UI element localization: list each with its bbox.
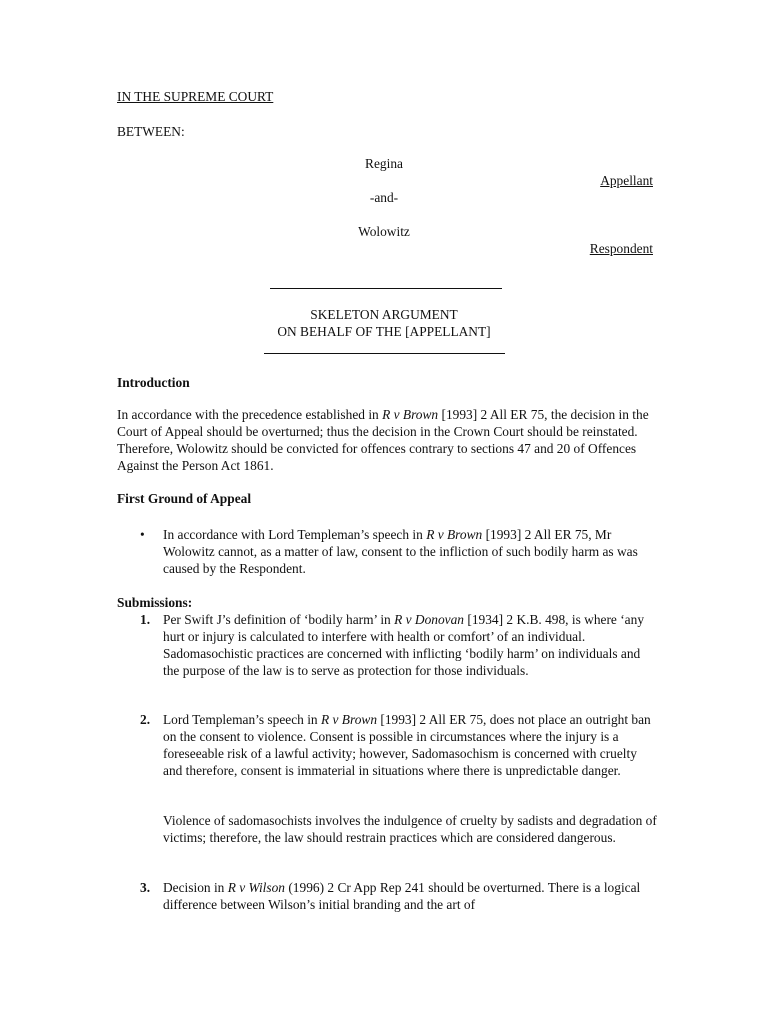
submission-1-text-b: [1934] 2 K.B. 498, is where ‘any hurt or injury is calculated to interfere with health or comfort’ of an individual. Sadomasochistic practices are concerned with inflicting ‘bodily harm’ on individuals and the purpose of the law is to serve as protection for those individuals. (163, 612, 645, 678)
submission-1-text-a: Per Swift J’s definition of ‘bodily harm’ in (163, 612, 395, 627)
first-ground-text-a: In accordance with Lord Templeman’s speech in (163, 527, 427, 542)
submission-1-case-ref: R v Donovan (394, 612, 465, 627)
submission-3-text-b: (1996) 2 Cr App Rep 241 should be overturned. There is a logical difference between Wilson’s initial branding and the art of (163, 880, 641, 912)
introduction-heading: Introduction (117, 375, 190, 390)
title-rule-top (270, 288, 502, 289)
submissions-heading: Submissions: (117, 595, 193, 610)
party-respondent-name: Wolowitz (358, 224, 410, 239)
title-rule-bottom (264, 353, 505, 354)
first-ground-text-b: [1993] 2 All ER 75, Mr Wolowitz cannot, as a matter of law, consent to the infliction of such bodily harm as was caused by the Respondent. (163, 527, 638, 576)
party-appellant-role: Appellant (600, 173, 653, 188)
submission-2-text-b: [1993] 2 All ER 75, does not place an outright ban on the consent to violence. Consent is possible in circumstances where the injury is a foreseeable risk of a lawful activity; however, Sadomasochism is concerned with cruelty and therefore, consent is immaterial in situations where there is unpredictable danger. (163, 712, 651, 778)
submission-3-text-a: Decision in (163, 880, 228, 895)
and-separator: -and- (369, 190, 399, 205)
submission-item-1 (163, 611, 658, 679)
first-ground-case-ref: R v Brown (426, 527, 483, 542)
party-respondent-role: Respondent (589, 241, 653, 256)
party-appellant-name: Regina (365, 156, 403, 171)
first-ground-paragraph (163, 526, 658, 577)
bullet-marker: • (140, 527, 145, 542)
introduction-text-a: In accordance with the precedence established in (117, 407, 383, 422)
submission-item-3 (163, 879, 658, 913)
submission-item-2-paragraph-2: Violence of sadomasochists involves the indulgence of cruelty by sadists and degradation of victims; therefore, the law should restrain practices which are considered dangerous. (163, 813, 657, 845)
document-title: SKELETON ARGUMENT (310, 307, 458, 322)
submission-2-case-ref: R v Brown (320, 712, 378, 727)
introduction-text-b: [1993] 2 All ER 75, the decision in the Court of Appeal should be overturned; thus the decision in the Crown Court should be reinstated. Therefore, Wolowitz should be convicted for offences contrary to sections 47 and 20 of Offences Against the Person Act 1861. (117, 407, 649, 473)
submission-number-3: 3. (140, 880, 151, 895)
submission-3-case-ref: R v Wilson (227, 880, 285, 895)
submission-number-2: 2. (140, 712, 151, 727)
document-subtitle: ON BEHALF OF THE [APPELLANT] (277, 324, 491, 339)
submission-number-1: 1. (140, 612, 151, 627)
first-ground-heading: First Ground of Appeal (117, 491, 252, 506)
submission-item-2 (163, 711, 658, 779)
between-label: BETWEEN: (117, 124, 185, 139)
court-name: IN THE SUPREME COURT (117, 89, 274, 104)
introduction-case-ref: R v Brown (382, 407, 439, 422)
introduction-paragraph (117, 406, 657, 474)
submission-2-text-a: Lord Templeman’s speech in (163, 712, 321, 727)
